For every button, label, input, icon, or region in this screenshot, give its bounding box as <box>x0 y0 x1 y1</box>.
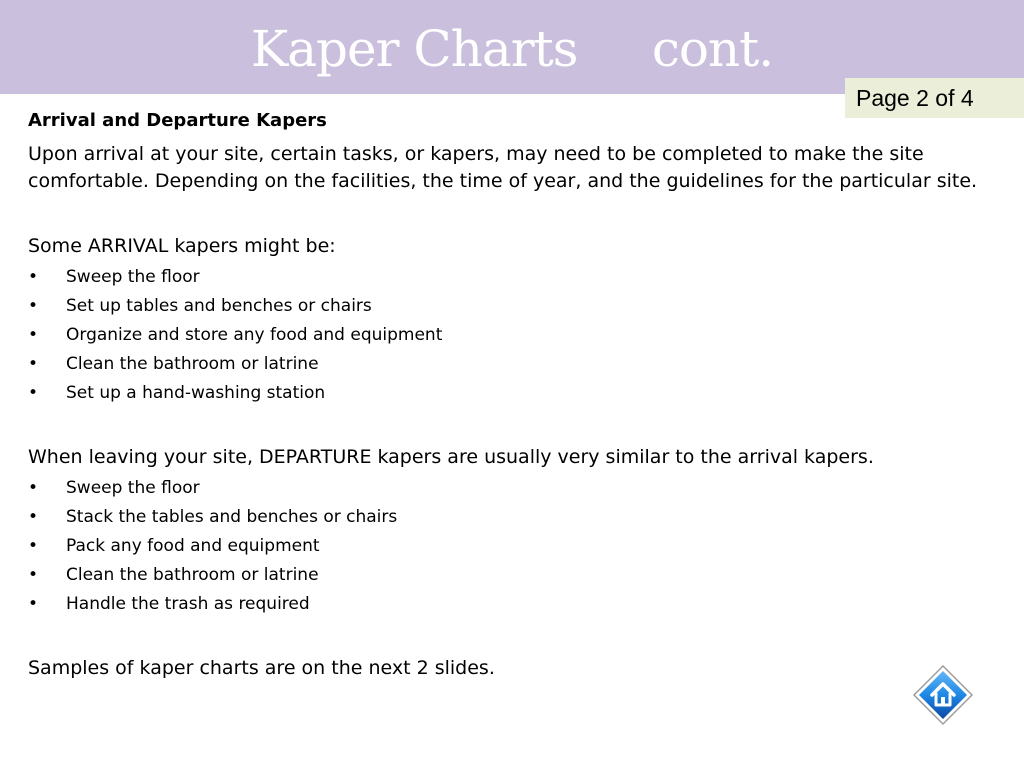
bullet: • <box>28 325 39 345</box>
list-item-label: Pack any food and equipment <box>66 536 320 556</box>
bullet: • <box>28 478 39 498</box>
arrival-list <box>28 263 1008 408</box>
list-item-label: Set up a hand-washing station <box>66 383 326 403</box>
list-item <box>28 379 1008 408</box>
bullet: • <box>28 296 39 316</box>
list-item-label: Set up tables and benches or chairs <box>66 296 372 316</box>
bullet: • <box>28 565 39 585</box>
bullet: • <box>28 354 39 374</box>
list-item-label: Handle the trash as required <box>66 594 310 614</box>
list-item <box>28 561 1008 590</box>
slide-content <box>28 108 1008 682</box>
bullet: • <box>28 536 39 556</box>
list-item-label: Clean the bathroom or latrine <box>66 565 319 585</box>
list-item <box>28 503 1008 532</box>
departure-list <box>28 474 1008 619</box>
list-item-label: Sweep the floor <box>66 478 200 498</box>
slide-title: Kaper Charts cont. <box>250 20 774 78</box>
arrival-intro: Some ARRIVAL kapers might be: <box>28 235 336 257</box>
bullet: • <box>28 594 39 614</box>
list-item <box>28 321 1008 350</box>
list-item <box>28 532 1008 561</box>
closing-note: Samples of kaper charts are on the next 2 slides. <box>28 657 495 679</box>
section-heading: Arrival and Departure Kapers <box>28 110 327 131</box>
list-item-label: Clean the bathroom or latrine <box>66 354 319 374</box>
bullet: • <box>28 267 39 287</box>
list-item <box>28 350 1008 379</box>
list-item-label: Sweep the floor <box>66 267 200 287</box>
list-item <box>28 263 1008 292</box>
list-item <box>28 590 1008 619</box>
bullet: • <box>28 507 39 527</box>
home-icon <box>912 664 974 726</box>
page-indicator: Page 2 of 4 <box>845 78 1024 118</box>
intro-paragraph: Upon arrival at your site, certain tasks, or kapers, may need to be completed to make the site comfortable. Depending on the facilities, the time of year, and the guidelines for the particular site. <box>28 143 978 192</box>
departure-intro: When leaving your site, DEPARTURE kapers are usually very similar to the arrival kapers. <box>28 446 874 468</box>
list-item-label: Stack the tables and benches or chairs <box>66 507 398 527</box>
list-item <box>28 474 1008 503</box>
list-item-label: Organize and store any food and equipment <box>66 325 443 345</box>
list-item <box>28 292 1008 321</box>
home-button[interactable] <box>912 664 974 726</box>
bullet: • <box>28 383 39 403</box>
